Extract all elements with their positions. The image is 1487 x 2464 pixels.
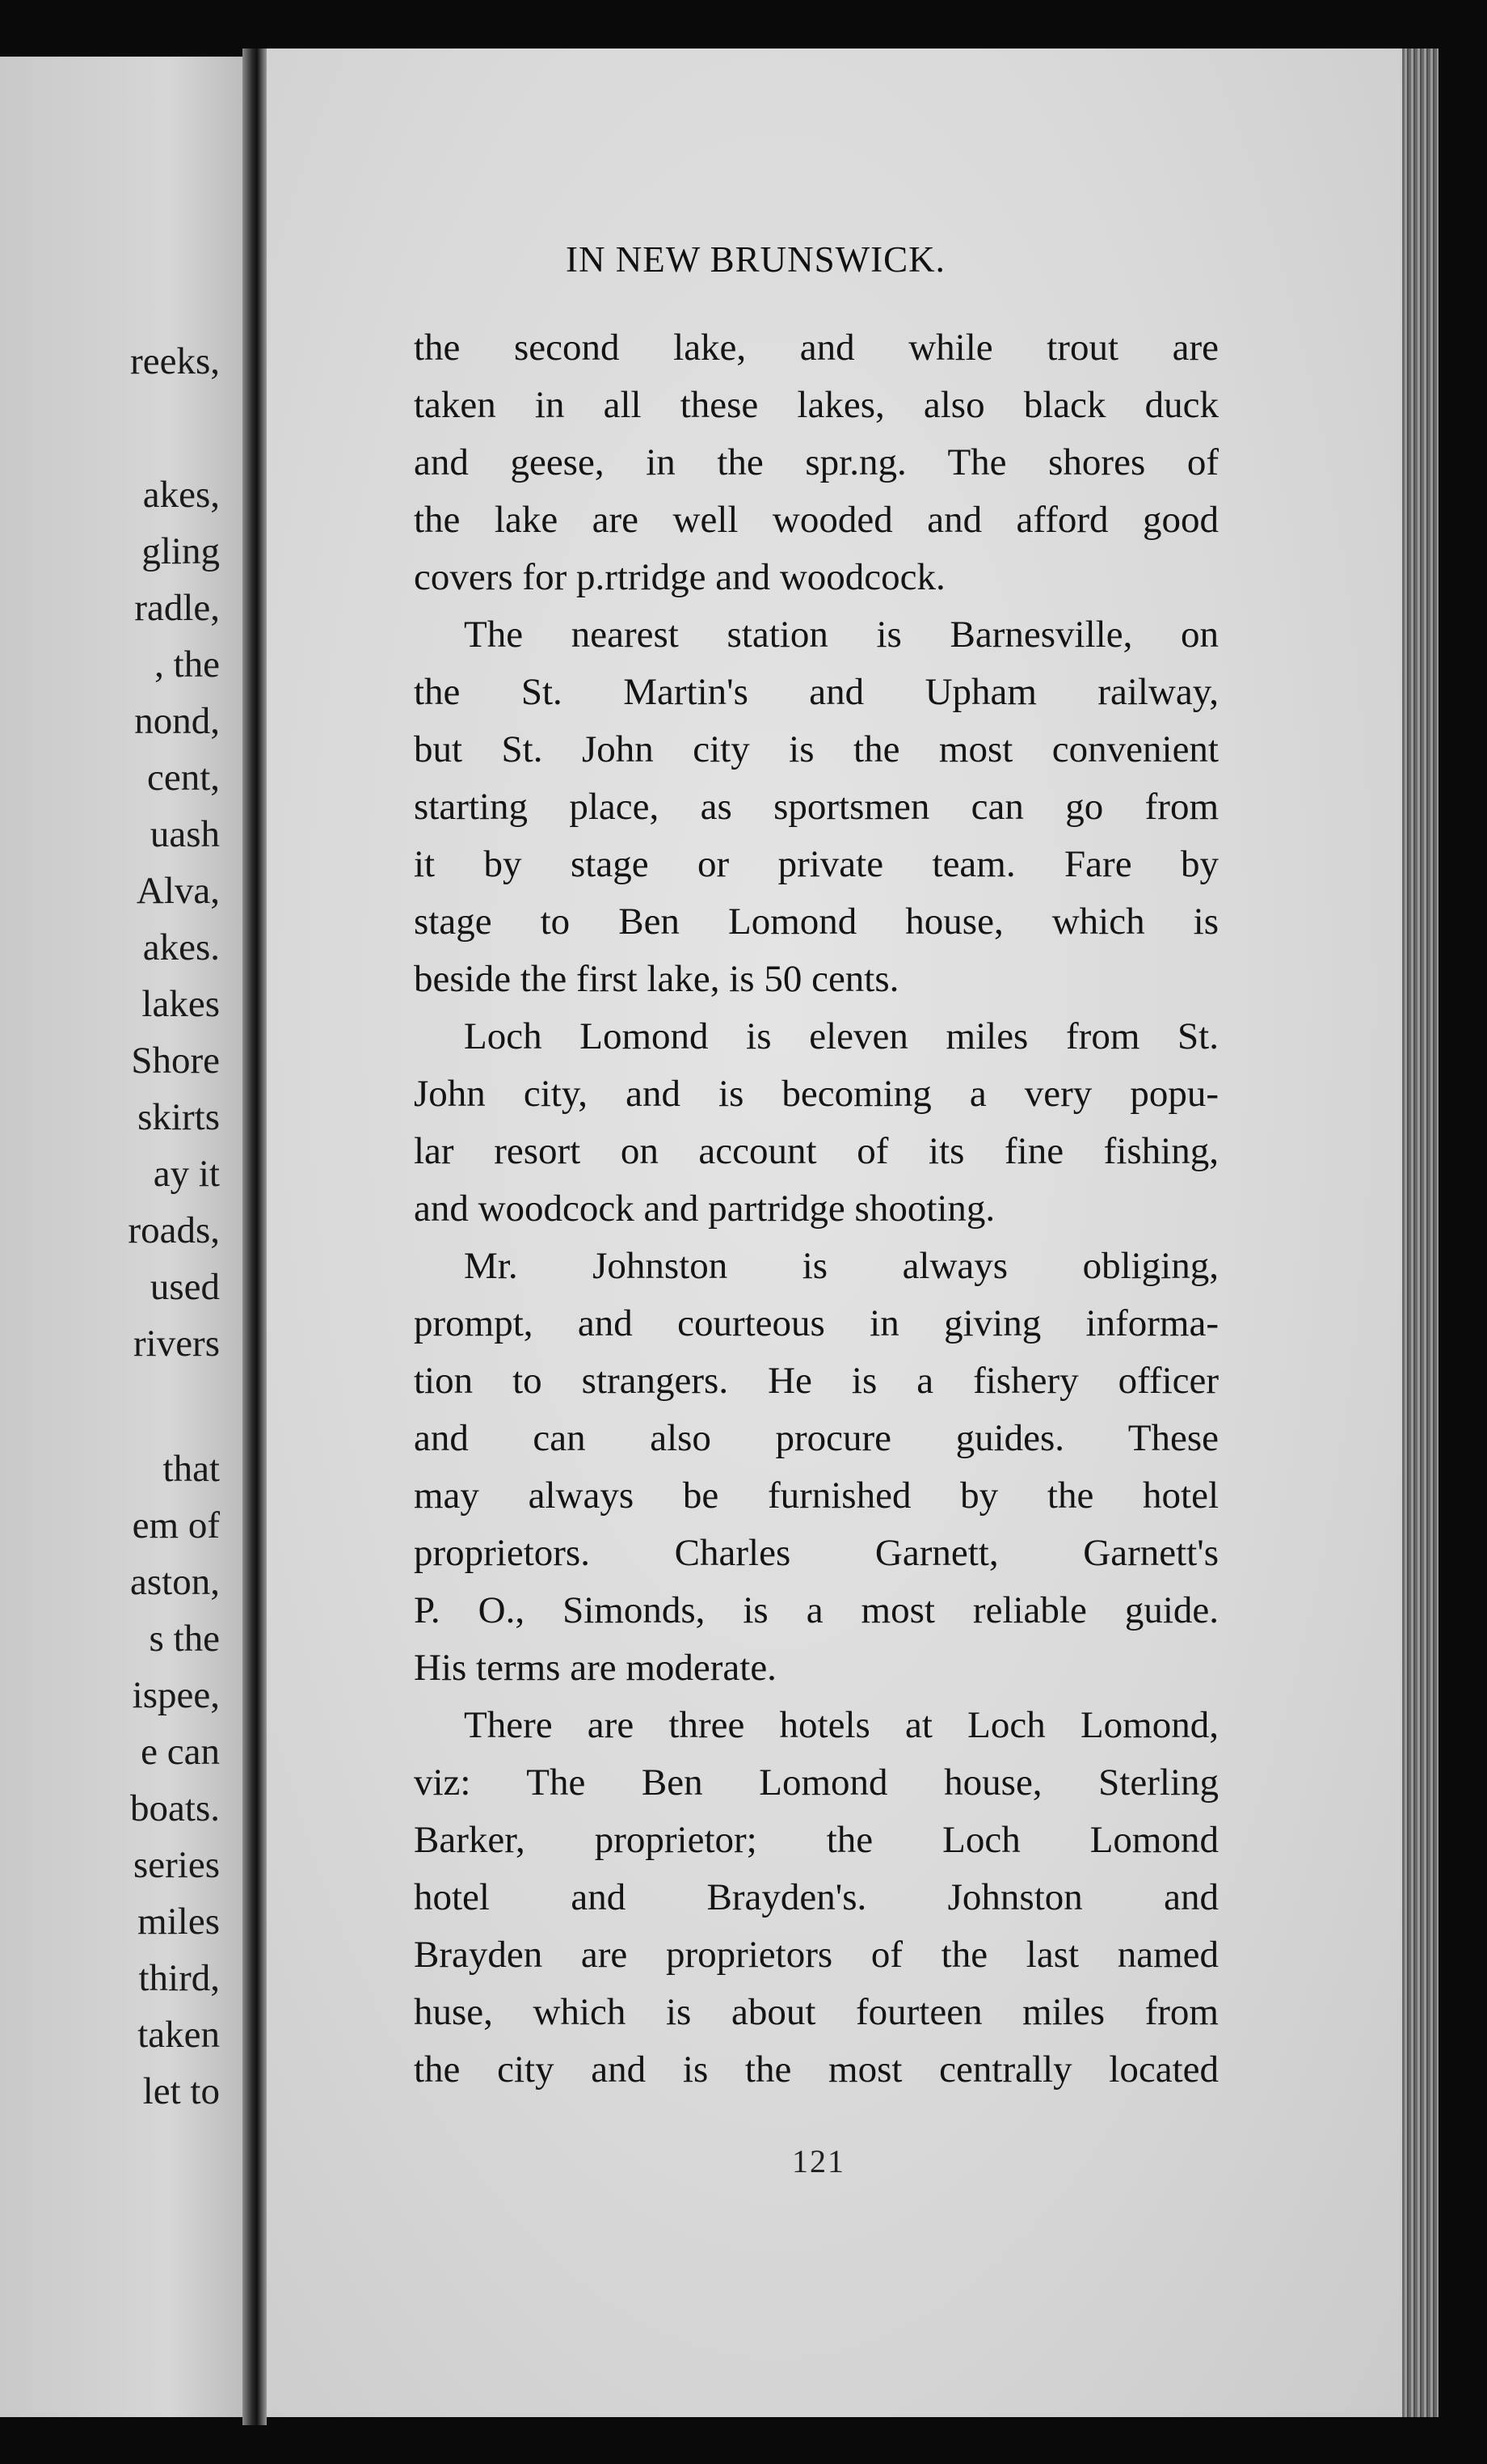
text-line: taken in all these lakes, also black duck bbox=[414, 384, 1219, 426]
text-line: huse, which is about fourteen miles from bbox=[414, 1991, 1219, 2033]
text-line: the St. Martin's and Upham railway, bbox=[414, 671, 1219, 713]
page-number: 121 bbox=[792, 2143, 845, 2179]
text-line: and can also procure guides. These bbox=[414, 1417, 1219, 1459]
left-page-fragment: boats. bbox=[130, 1787, 220, 1829]
body-text bbox=[414, 319, 1219, 2099]
left-page-fragment: akes. bbox=[142, 926, 220, 968]
left-page-fragment: gling bbox=[141, 530, 220, 572]
left-page-fragment: lakes bbox=[141, 983, 220, 1025]
text-line: stage to Ben Lomond house, which is bbox=[414, 901, 1219, 943]
text-line: the city and is the most centrally located bbox=[414, 2048, 1219, 2091]
left-page-fragment: e can bbox=[141, 1731, 220, 1773]
text-line: The nearest station is Barnesville, on bbox=[464, 614, 1219, 656]
left-page-fragment: radle, bbox=[134, 587, 220, 629]
left-page-fragment: Alva, bbox=[136, 870, 220, 912]
left-page-fragment: cent, bbox=[146, 757, 220, 799]
page-edge bbox=[1402, 49, 1439, 2417]
text-line: hotel and Brayden's. Johnston and bbox=[414, 1876, 1219, 1918]
left-page-fragment: s the bbox=[149, 1618, 220, 1660]
text-line: Barker, proprietor; the Loch Lomond bbox=[414, 1819, 1219, 1861]
text-line: There are three hotels at Loch Lomond, bbox=[464, 1704, 1219, 1746]
left-page-fragment: em of bbox=[132, 1504, 220, 1546]
text-line: lar resort on account of its fine fishing, bbox=[414, 1130, 1219, 1172]
left-page-fragment: , the bbox=[154, 643, 220, 686]
paragraph bbox=[414, 1238, 1219, 1697]
text-line: covers for p.rtridge and woodcock. bbox=[414, 556, 946, 598]
left-page-fragment: that bbox=[162, 1448, 220, 1490]
left-page-fragment: aston, bbox=[130, 1561, 220, 1603]
text-line: Mr. Johnston is always obliging, bbox=[464, 1245, 1219, 1287]
left-page-fragment: akes, bbox=[142, 474, 220, 516]
paragraph bbox=[414, 319, 1219, 606]
text-line: and geese, in the spr.ng. The shores of bbox=[414, 441, 1219, 483]
text-line: the lake are well wooded and afford good bbox=[414, 499, 1219, 541]
paragraph bbox=[414, 1697, 1219, 2099]
book-gutter bbox=[242, 49, 267, 2425]
left-page-fragment: rivers bbox=[133, 1323, 220, 1365]
text-line: the second lake, and while trout are bbox=[414, 327, 1219, 369]
left-page-fragment: taken bbox=[137, 2014, 220, 2056]
text-line: may always be furnished by the hotel bbox=[414, 1475, 1219, 1517]
left-page bbox=[0, 57, 242, 2417]
left-page-fragment: skirts bbox=[137, 1096, 220, 1138]
left-page-fragment: used bbox=[150, 1266, 220, 1308]
left-page-fragment: uash bbox=[150, 813, 220, 855]
paragraph bbox=[414, 1008, 1219, 1238]
left-page-fragment: nond, bbox=[134, 700, 220, 742]
text-line: beside the first lake, is 50 cents. bbox=[414, 958, 899, 1000]
text-line: it by stage or private team. Fare by bbox=[414, 843, 1219, 885]
paragraph bbox=[414, 606, 1219, 1008]
text-line: but St. John city is the most convenient bbox=[414, 728, 1219, 770]
text-line: and woodcock and partridge shooting. bbox=[414, 1188, 996, 1230]
text-line: John city, and is becoming a very popu- bbox=[414, 1073, 1219, 1115]
running-header: IN NEW BRUNSWICK. bbox=[566, 239, 946, 280]
text-line: prompt, and courteous in giving informa- bbox=[414, 1302, 1219, 1344]
text-line: viz: The Ben Lomond house, Sterling bbox=[414, 1762, 1219, 1804]
left-page-fragment: reeks, bbox=[130, 340, 220, 382]
left-page-fragment: roads, bbox=[128, 1209, 220, 1251]
left-page-fragment: miles bbox=[137, 1901, 220, 1943]
text-line: Brayden are proprietors of the last named bbox=[414, 1934, 1219, 1976]
text-line: Loch Lomond is eleven miles from St. bbox=[464, 1015, 1219, 1057]
left-page-fragment: ispee, bbox=[132, 1674, 220, 1716]
left-page-fragment: third, bbox=[138, 1957, 220, 1999]
text-line: P. O., Simonds, is a most reliable guide. bbox=[414, 1589, 1219, 1631]
text-line: proprietors. Charles Garnett, Garnett's bbox=[414, 1532, 1219, 1574]
text-line: tion to strangers. He is a fishery officer bbox=[414, 1360, 1219, 1402]
left-page-fragment: series bbox=[133, 1844, 220, 1886]
left-page-fragment: ay it bbox=[153, 1153, 220, 1195]
left-page-fragment: Shore bbox=[131, 1040, 220, 1082]
text-line: starting place, as sportsmen can go from bbox=[414, 786, 1219, 828]
text-line: His terms are moderate. bbox=[414, 1647, 777, 1689]
left-page-fragment: let to bbox=[142, 2070, 220, 2112]
